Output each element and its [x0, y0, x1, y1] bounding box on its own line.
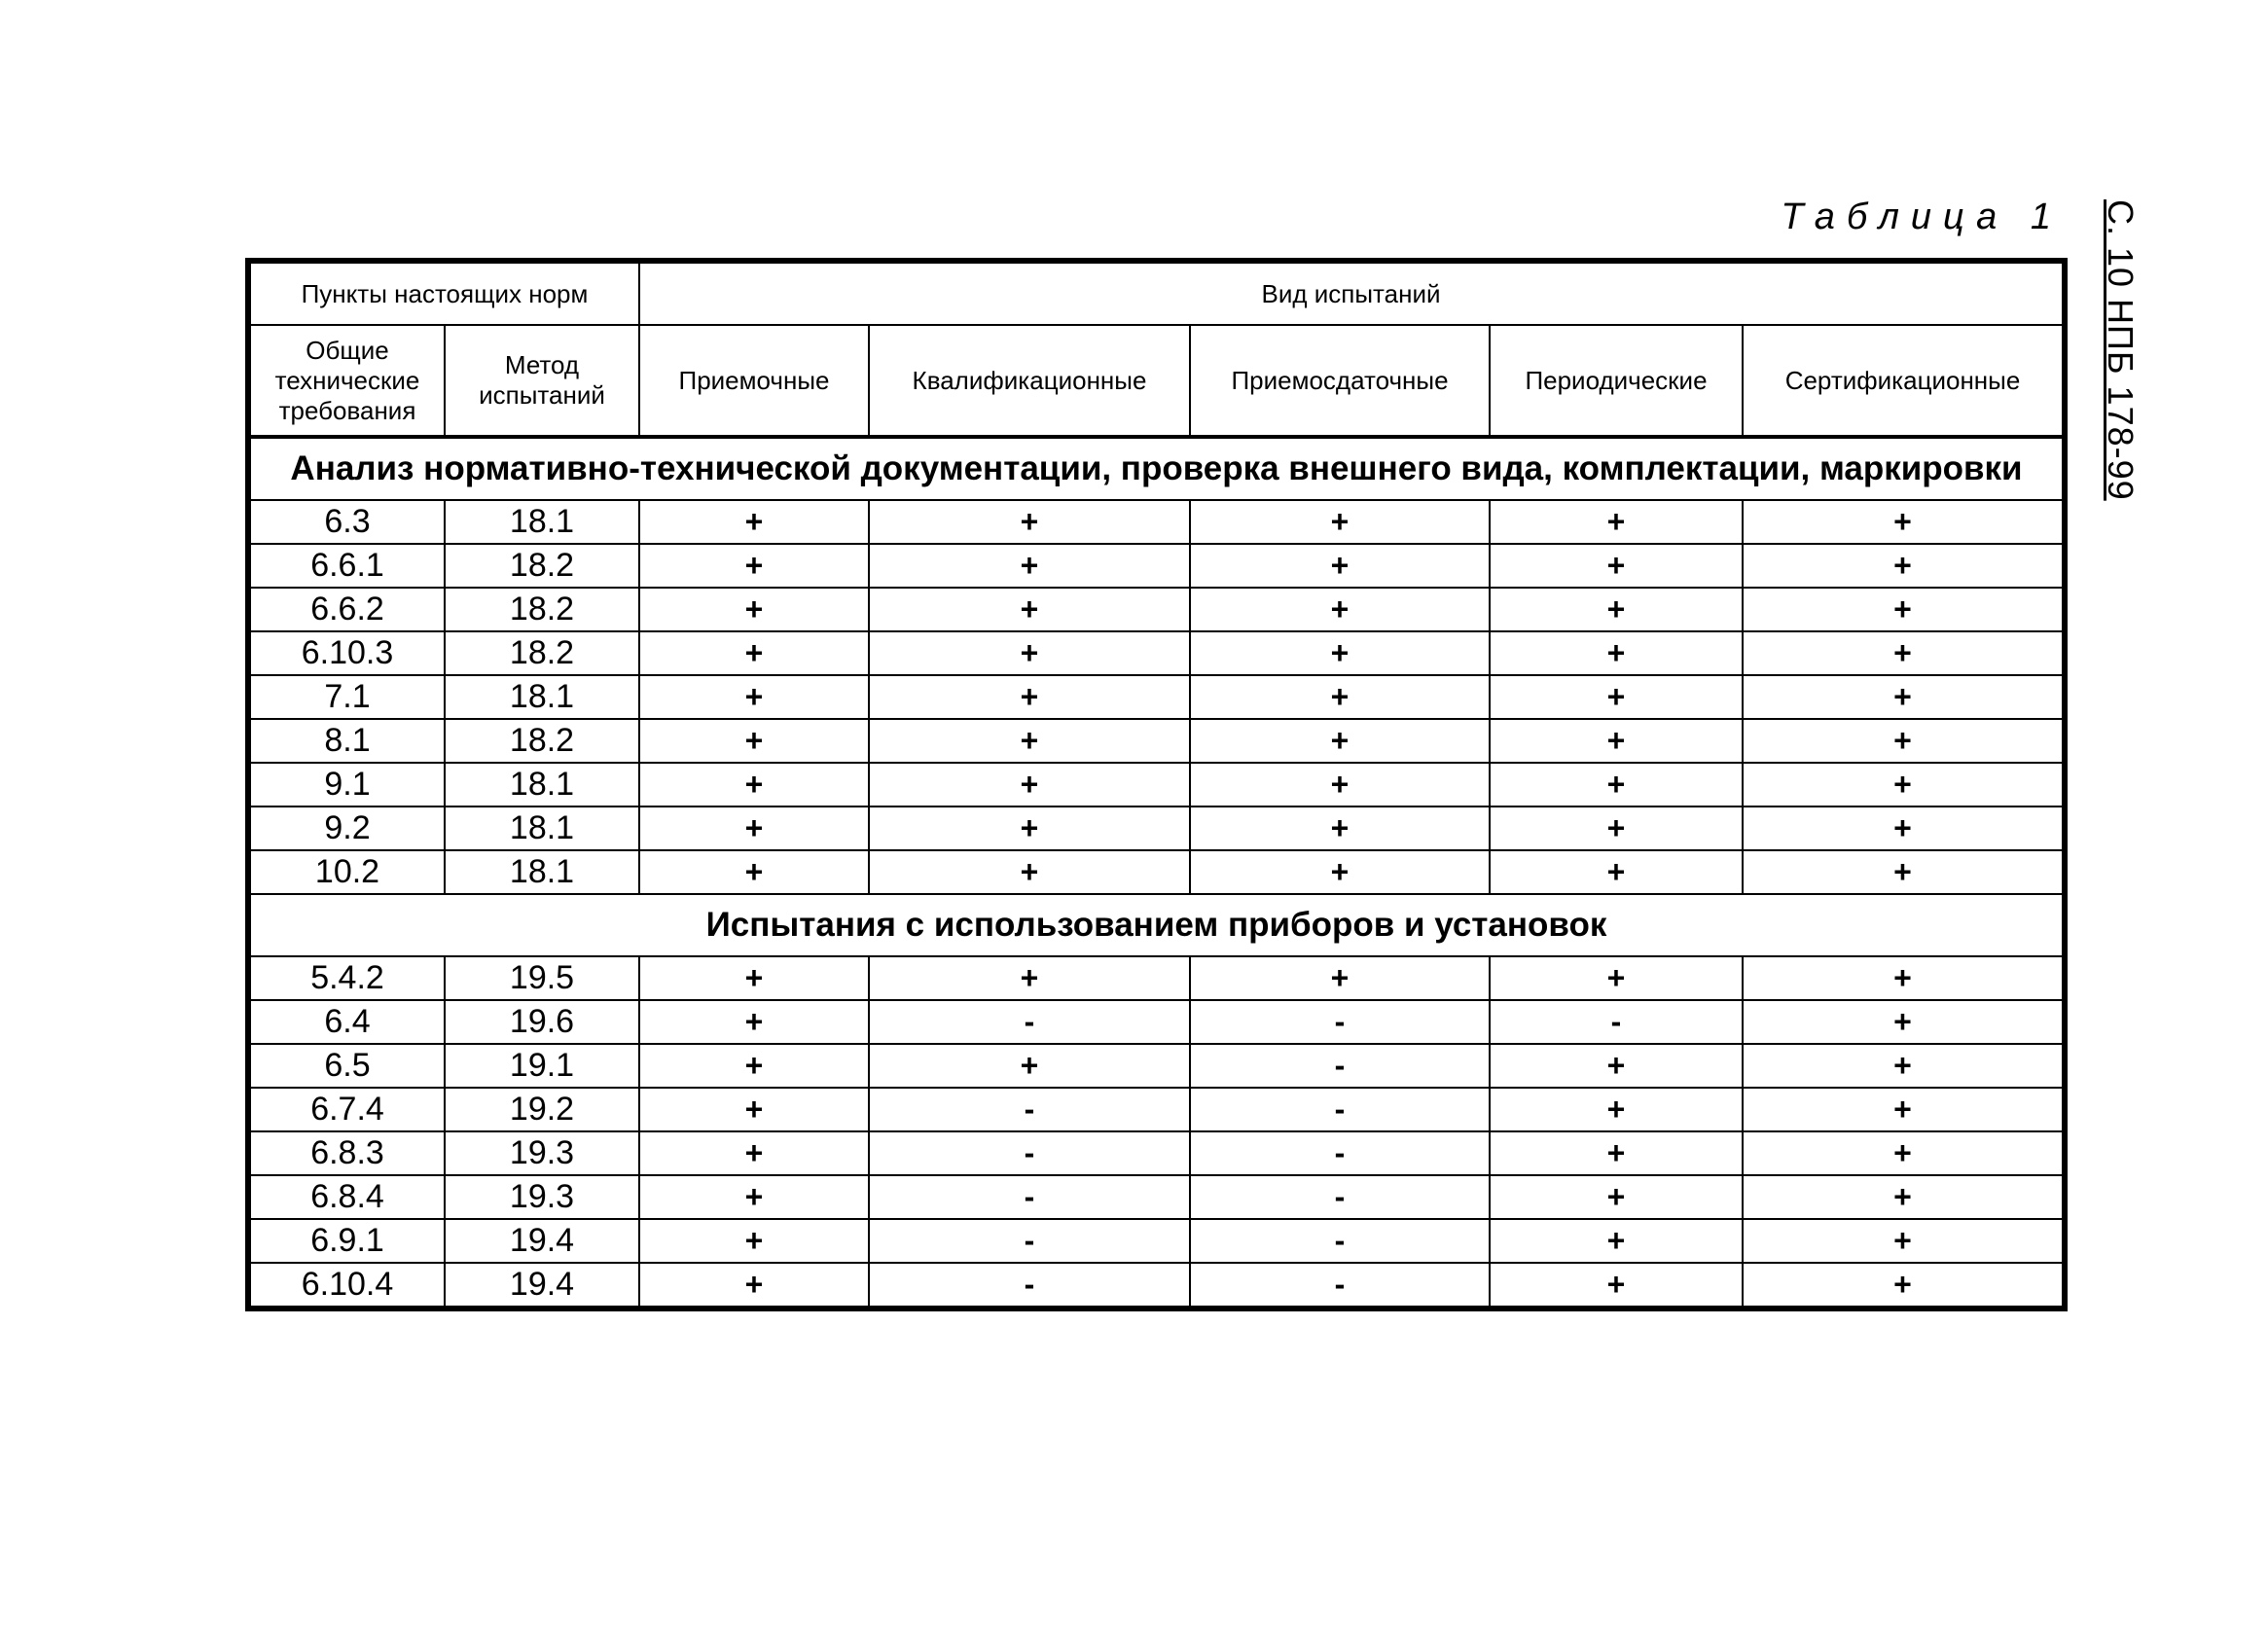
test-applicability-mark: +	[869, 807, 1190, 850]
header-qualification: Квалификационные	[869, 325, 1190, 437]
test-applicability-mark: -	[1190, 1000, 1490, 1044]
test-method-clause: 18.1	[445, 807, 639, 850]
test-applicability-mark: +	[1190, 500, 1490, 544]
requirement-clause: 9.1	[250, 763, 445, 807]
table-row	[250, 1131, 2063, 1175]
test-method-clause: 19.5	[445, 956, 639, 1000]
page-running-header-text: С. 10 НПБ 178-99	[2101, 199, 2141, 501]
table-row	[250, 1000, 2063, 1044]
test-applicability-mark: +	[869, 544, 1190, 588]
table-row	[250, 1088, 2063, 1131]
requirement-clause: 9.2	[250, 807, 445, 850]
test-applicability-mark: +	[869, 850, 1190, 894]
table-row	[250, 719, 2063, 763]
header-general-line-2: технические	[274, 365, 420, 395]
test-applicability-mark: +	[1743, 1131, 2063, 1175]
test-applicability-mark: +	[1490, 1044, 1743, 1088]
header-row-groups	[250, 263, 2063, 325]
test-applicability-mark: +	[639, 500, 869, 544]
test-applicability-mark: -	[1190, 1131, 1490, 1175]
test-applicability-mark: -	[869, 1219, 1190, 1263]
test-applicability-mark: +	[1490, 763, 1743, 807]
test-applicability-mark: +	[1490, 850, 1743, 894]
table-row	[250, 500, 2063, 544]
table-row	[250, 675, 2063, 719]
test-applicability-mark: +	[1490, 807, 1743, 850]
test-applicability-mark: -	[869, 1131, 1190, 1175]
table-row	[250, 631, 2063, 675]
test-applicability-mark: +	[1190, 588, 1490, 631]
test-method-clause: 18.2	[445, 544, 639, 588]
test-applicability-mark: +	[639, 850, 869, 894]
test-applicability-mark: +	[869, 675, 1190, 719]
header-row-columns	[250, 325, 2063, 437]
section-row	[250, 894, 2063, 956]
test-applicability-mark: +	[1190, 544, 1490, 588]
test-applicability-mark: +	[1190, 807, 1490, 850]
test-applicability-mark: +	[639, 719, 869, 763]
test-method-clause: 18.1	[445, 850, 639, 894]
test-applicability-mark: +	[639, 956, 869, 1000]
test-applicability-mark: -	[1490, 1000, 1743, 1044]
page-running-header	[2102, 199, 2141, 550]
test-applicability-mark: +	[1743, 850, 2063, 894]
section-title: Испытания с использованием приборов и установок	[250, 894, 2063, 956]
test-applicability-mark: +	[1190, 850, 1490, 894]
header-general-line-1: Общие	[306, 335, 389, 365]
requirement-clause: 6.8.3	[250, 1131, 445, 1175]
test-applicability-mark: +	[1190, 956, 1490, 1000]
header-general-requirements	[250, 325, 445, 437]
requirement-clause: 6.6.1	[250, 544, 445, 588]
test-applicability-mark: +	[869, 719, 1190, 763]
test-applicability-mark: +	[639, 1175, 869, 1219]
test-applicability-mark: +	[1743, 1263, 2063, 1307]
test-applicability-mark: +	[1743, 588, 2063, 631]
test-applicability-mark: -	[1190, 1088, 1490, 1131]
requirement-clause: 6.10.4	[250, 1263, 445, 1307]
test-applicability-mark: +	[1743, 719, 2063, 763]
header-acceptance-delivery: Приемосдаточные	[1190, 325, 1490, 437]
test-applicability-mark: -	[869, 1263, 1190, 1307]
test-method-clause: 19.6	[445, 1000, 639, 1044]
test-applicability-mark: +	[869, 500, 1190, 544]
test-types-table	[249, 262, 2064, 1308]
test-applicability-mark: +	[1190, 631, 1490, 675]
test-applicability-mark: +	[869, 956, 1190, 1000]
test-applicability-mark: +	[639, 1219, 869, 1263]
table-row	[250, 544, 2063, 588]
test-applicability-mark: -	[1190, 1175, 1490, 1219]
test-applicability-mark: +	[639, 1000, 869, 1044]
table-row	[250, 1219, 2063, 1263]
test-applicability-mark: +	[1743, 1044, 2063, 1088]
test-applicability-mark: +	[639, 631, 869, 675]
test-applicability-mark: +	[869, 588, 1190, 631]
test-applicability-mark: +	[639, 763, 869, 807]
test-applicability-mark: -	[869, 1000, 1190, 1044]
requirement-clause: 6.8.4	[250, 1175, 445, 1219]
test-applicability-mark: +	[869, 631, 1190, 675]
test-applicability-mark: -	[1190, 1219, 1490, 1263]
test-applicability-mark: -	[869, 1088, 1190, 1131]
test-applicability-mark: +	[1743, 500, 2063, 544]
test-applicability-mark: +	[1743, 1219, 2063, 1263]
table-row	[250, 763, 2063, 807]
header-general-line-3: требования	[278, 395, 416, 425]
requirement-clause: 6.10.3	[250, 631, 445, 675]
header-acceptance: Приемочные	[639, 325, 869, 437]
requirement-clause: 7.1	[250, 675, 445, 719]
requirement-clause: 6.9.1	[250, 1219, 445, 1263]
table-row	[250, 588, 2063, 631]
test-applicability-mark: +	[1743, 544, 2063, 588]
requirement-clause: 6.3	[250, 500, 445, 544]
requirement-clause: 5.4.2	[250, 956, 445, 1000]
header-points-of-norms: Пункты настоящих норм	[250, 263, 639, 325]
requirement-clause: 10.2	[250, 850, 445, 894]
test-applicability-mark: +	[869, 763, 1190, 807]
test-applicability-mark: +	[1490, 544, 1743, 588]
requirement-clause: 8.1	[250, 719, 445, 763]
table-row	[250, 807, 2063, 850]
test-applicability-mark: +	[1490, 1219, 1743, 1263]
requirement-clause: 6.4	[250, 1000, 445, 1044]
test-applicability-mark: +	[1490, 588, 1743, 631]
test-applicability-mark: -	[1190, 1263, 1490, 1307]
test-method-clause: 19.3	[445, 1131, 639, 1175]
test-method-clause: 19.3	[445, 1175, 639, 1219]
test-applicability-mark: +	[869, 1044, 1190, 1088]
table-row	[250, 1044, 2063, 1088]
test-method-clause: 18.2	[445, 588, 639, 631]
section-title: Анализ нормативно-технической документации, проверка внешнего вида, комплектации, маркировки	[250, 437, 2063, 500]
test-method-clause: 19.1	[445, 1044, 639, 1088]
header-certification: Сертификационные	[1743, 325, 2063, 437]
test-applicability-mark: +	[1743, 1000, 2063, 1044]
test-applicability-mark: +	[639, 807, 869, 850]
table-caption: Таблица 1	[1781, 197, 2063, 237]
test-applicability-mark: +	[639, 588, 869, 631]
test-method-clause: 18.1	[445, 675, 639, 719]
header-periodic: Периодические	[1490, 325, 1743, 437]
test-applicability-mark: +	[1743, 1088, 2063, 1131]
test-applicability-mark: +	[639, 1088, 869, 1131]
table-body	[250, 263, 2063, 1307]
table-row	[250, 850, 2063, 894]
header-test-kinds: Вид испытаний	[639, 263, 2063, 325]
test-applicability-mark: +	[1743, 763, 2063, 807]
test-types-table-frame	[245, 258, 2068, 1311]
test-method-clause: 18.2	[445, 631, 639, 675]
test-method-clause: 19.4	[445, 1263, 639, 1307]
test-applicability-mark: +	[1190, 763, 1490, 807]
test-applicability-mark: -	[869, 1175, 1190, 1219]
test-applicability-mark: +	[1490, 1263, 1743, 1307]
test-applicability-mark: +	[1490, 719, 1743, 763]
test-applicability-mark: +	[639, 1044, 869, 1088]
header-test-method	[445, 325, 639, 437]
test-method-clause: 18.1	[445, 500, 639, 544]
test-applicability-mark: +	[639, 1263, 869, 1307]
requirement-clause: 6.5	[250, 1044, 445, 1088]
test-applicability-mark: -	[1190, 1044, 1490, 1088]
test-applicability-mark: +	[1743, 807, 2063, 850]
test-method-clause: 19.2	[445, 1088, 639, 1131]
test-applicability-mark: +	[1743, 1175, 2063, 1219]
test-method-clause: 18.2	[445, 719, 639, 763]
test-applicability-mark: +	[639, 1131, 869, 1175]
test-applicability-mark: +	[639, 675, 869, 719]
table-row	[250, 956, 2063, 1000]
test-applicability-mark: +	[1490, 1088, 1743, 1131]
requirement-clause: 6.7.4	[250, 1088, 445, 1131]
test-applicability-mark: +	[1190, 675, 1490, 719]
table-row	[250, 1175, 2063, 1219]
test-applicability-mark: +	[1743, 675, 2063, 719]
test-applicability-mark: +	[1490, 1175, 1743, 1219]
header-method-line-1: Метод	[504, 350, 580, 379]
test-applicability-mark: +	[1490, 956, 1743, 1000]
test-applicability-mark: +	[1743, 956, 2063, 1000]
test-applicability-mark: +	[1190, 719, 1490, 763]
test-applicability-mark: +	[1490, 631, 1743, 675]
test-method-clause: 19.4	[445, 1219, 639, 1263]
test-applicability-mark: +	[1490, 675, 1743, 719]
section-row	[250, 437, 2063, 500]
table-row	[250, 1263, 2063, 1307]
header-method-line-2: испытаний	[479, 380, 605, 410]
test-applicability-mark: +	[1490, 500, 1743, 544]
test-method-clause: 18.1	[445, 763, 639, 807]
test-applicability-mark: +	[639, 544, 869, 588]
requirement-clause: 6.6.2	[250, 588, 445, 631]
test-applicability-mark: +	[1743, 631, 2063, 675]
test-applicability-mark: +	[1490, 1131, 1743, 1175]
